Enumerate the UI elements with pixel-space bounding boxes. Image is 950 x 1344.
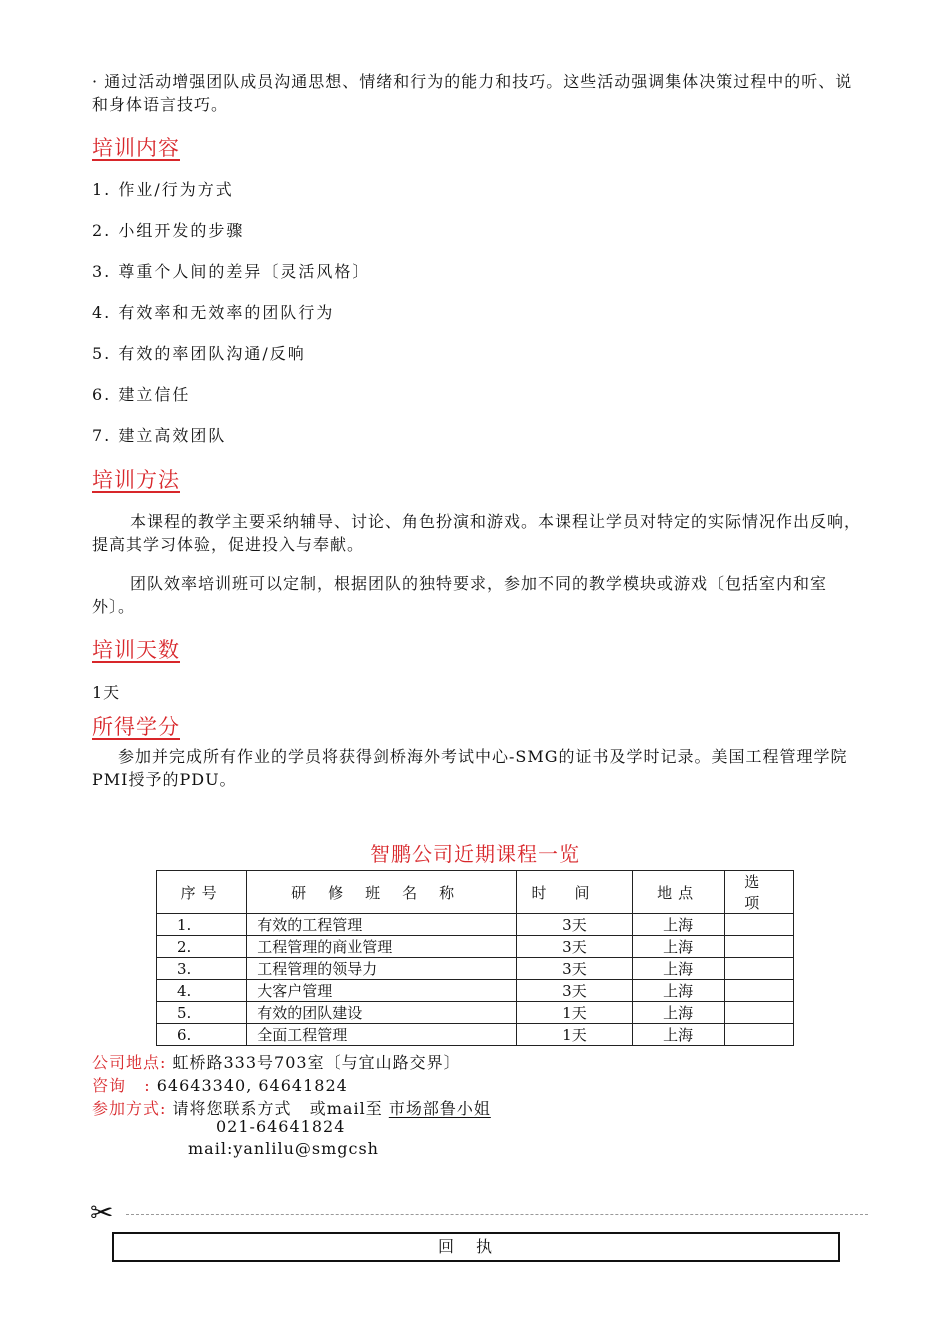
scissors-icon: ✂ <box>90 1196 114 1229</box>
row-option-cell[interactable] <box>724 936 793 958</box>
objectives-text: 通过活动增强团队成员沟通思想、情绪和行为的能力和技巧。这些活动强调集体决策过程中的听、说和身体语言技巧。 <box>92 72 853 114</box>
row-time: 3天 <box>517 936 633 958</box>
join-contact-link[interactable]: 市场部鲁小姐 <box>388 1099 491 1118</box>
method-paragraph-1: 本课程的教学主要采纳辅导、讨论、角色扮演和游戏。本课程让学员对特定的实际情况作出反响，提高其学习体验，促进投入与奉献。 <box>92 512 862 554</box>
heading-training-days: 培训天数 <box>92 638 180 662</box>
content-item-7: 7. 建立高效团队 <box>92 426 227 445</box>
row-no: 3. <box>157 958 247 980</box>
row-name: 大客户管理 <box>247 980 517 1002</box>
header-no: 序号 <box>157 871 247 914</box>
address-value: 虹桥路333号703室〔与宜山路交界〕 <box>172 1053 461 1072</box>
row-no: 2. <box>157 936 247 958</box>
bullet-marker: · <box>92 72 99 91</box>
row-no: 5. <box>157 1002 247 1024</box>
row-option-cell[interactable] <box>724 958 793 980</box>
row-time: 1天 <box>517 1024 633 1046</box>
row-location: 上海 <box>632 914 724 936</box>
table-header-row <box>157 871 794 914</box>
reply-slip-box: 回执 <box>112 1232 840 1262</box>
method-paragraph-2: 团队效率培训班可以定制，根据团队的独特要求，参加不同的教学模块或游戏〔包括室内和室外〕。 <box>92 574 828 616</box>
content-item-1: 1. 作业/行为方式 <box>92 180 234 199</box>
content-item-6: 6. 建立信任 <box>92 385 191 404</box>
table-row <box>157 1024 794 1046</box>
row-time: 1天 <box>517 1002 633 1024</box>
heading-training-method: 培训方法 <box>92 468 180 492</box>
row-name: 有效的团队建设 <box>247 1002 517 1024</box>
cut-line <box>126 1214 868 1215</box>
join-label: 参加方式: <box>92 1099 167 1118</box>
join-value: 请将您联系方式 或mail至 <box>172 1099 383 1118</box>
row-location: 上海 <box>632 1002 724 1024</box>
row-no: 1. <box>157 914 247 936</box>
row-time: 3天 <box>517 958 633 980</box>
consult-value: 64643340, 64641824 <box>156 1076 348 1095</box>
row-name: 全面工程管理 <box>247 1024 517 1046</box>
table-row <box>157 1002 794 1024</box>
row-location: 上海 <box>632 1024 724 1046</box>
table-row <box>157 936 794 958</box>
content-item-5: 5. 有效的率团队沟通/反响 <box>92 344 306 363</box>
content-item-3: 3. 尊重个人间的差异〔灵活风格〕 <box>92 262 371 281</box>
row-option-cell[interactable] <box>724 1024 793 1046</box>
header-option: 选项 <box>724 871 793 914</box>
header-name: 研修班名称 <box>247 871 517 914</box>
content-item-4: 4. 有效率和无效率的团队行为 <box>92 303 335 322</box>
table-row <box>157 958 794 980</box>
header-location: 地点 <box>632 871 724 914</box>
credits-paragraph: 参加并完成所有作业的学员将获得剑桥海外考试中心-SMG的证书及学时记录。美国工程管理学院PMI授予的PDU。 <box>92 747 848 789</box>
course-table <box>156 870 794 1046</box>
row-no: 4. <box>157 980 247 1002</box>
row-name: 工程管理的领导力 <box>247 958 517 980</box>
heading-credits: 所得学分 <box>92 715 180 739</box>
row-location: 上海 <box>632 958 724 980</box>
row-no: 6. <box>157 1024 247 1046</box>
row-location: 上海 <box>632 936 724 958</box>
row-time: 3天 <box>517 980 633 1002</box>
row-name: 工程管理的商业管理 <box>247 936 517 958</box>
contact-mail[interactable]: mail:yanlilu@smgcsh <box>188 1139 379 1158</box>
contact-consult <box>92 1073 348 1096</box>
row-name: 有效的工程管理 <box>247 914 517 936</box>
contact-address <box>92 1050 461 1073</box>
row-option-cell[interactable] <box>724 914 793 936</box>
row-option-cell[interactable] <box>724 980 793 1002</box>
consult-label: 咨询 : <box>92 1076 151 1095</box>
table-row <box>157 914 794 936</box>
header-time: 时间 <box>517 871 633 914</box>
address-label: 公司地点: <box>92 1053 167 1072</box>
row-location: 上海 <box>632 980 724 1002</box>
heading-training-content: 培训内容 <box>92 136 180 160</box>
content-item-2: 2. 小组开发的步骤 <box>92 221 245 240</box>
row-option-cell[interactable] <box>724 1002 793 1024</box>
row-time: 3天 <box>517 914 633 936</box>
contact-phone: 021-64641824 <box>216 1117 346 1136</box>
contact-join <box>92 1096 491 1119</box>
training-days-value: 1天 <box>92 683 121 702</box>
table-row <box>157 980 794 1002</box>
objectives-paragraph <box>92 70 862 116</box>
course-table-title: 智鹏公司近期课程一览 <box>370 842 580 866</box>
